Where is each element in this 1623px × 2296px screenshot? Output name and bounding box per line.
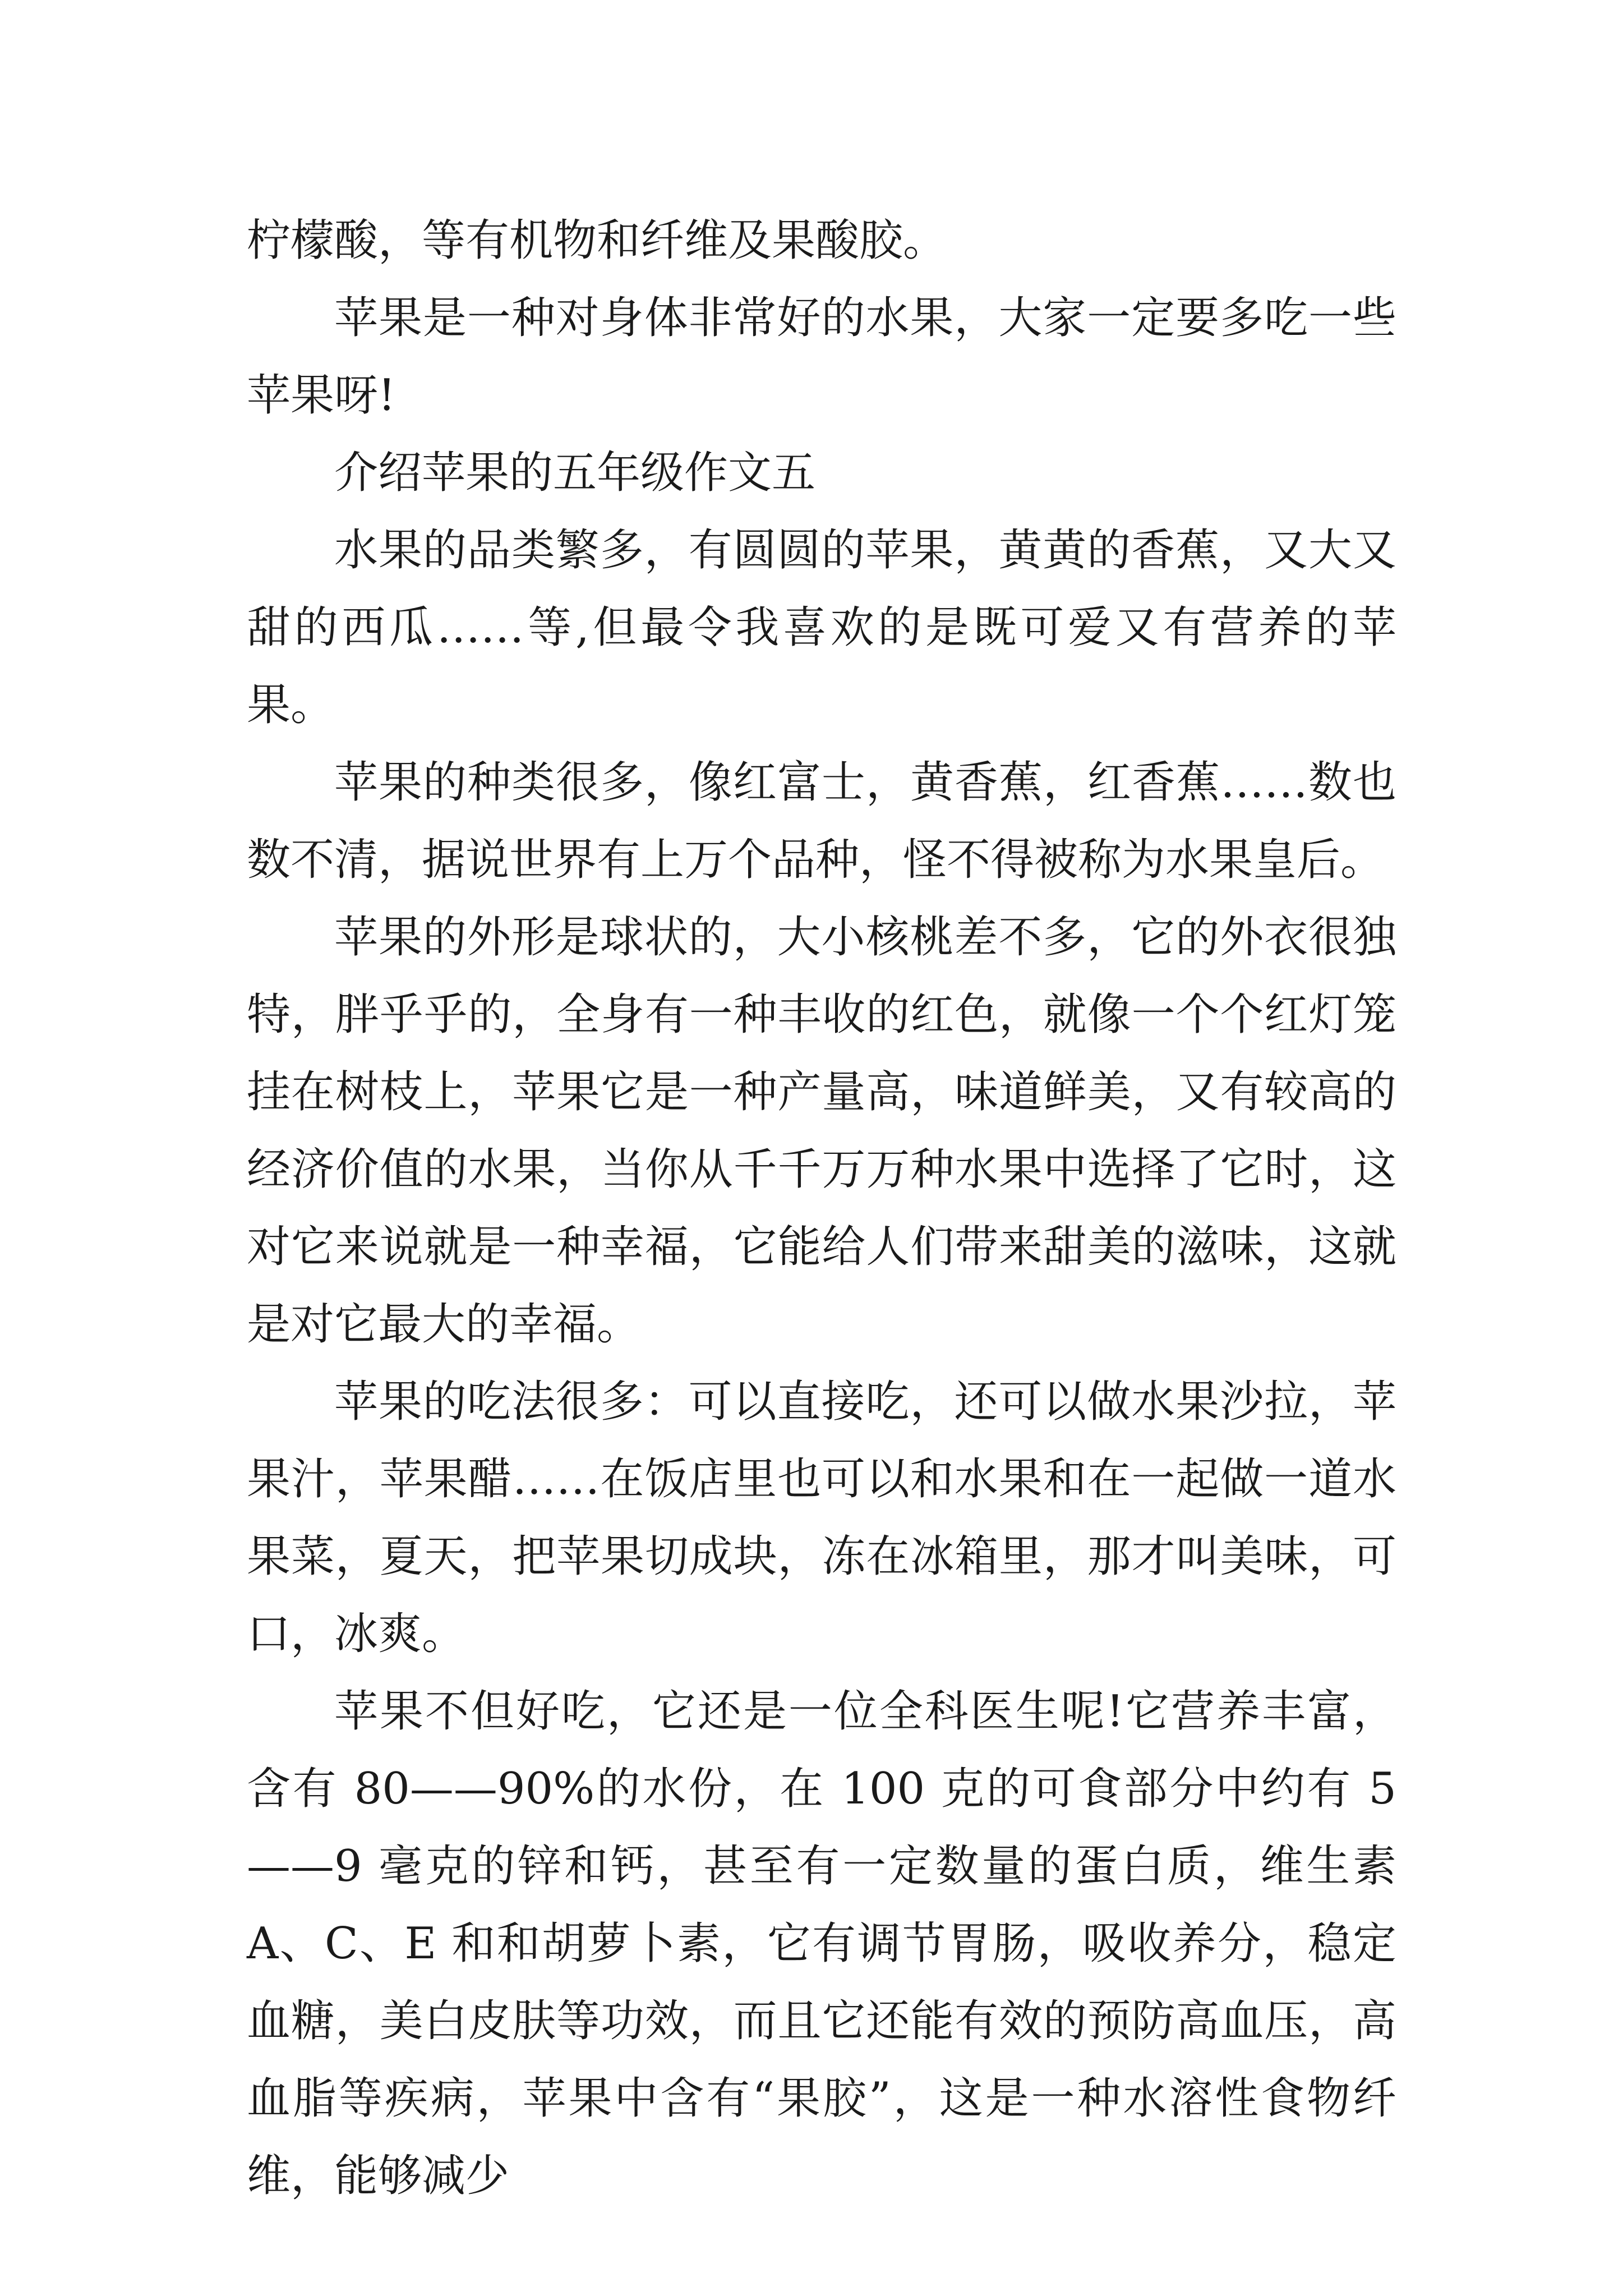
paragraph-5: 苹果的外形是球状的，大小核桃差不多，它的外衣很独特，胖乎乎的，全身有一种丰收的红色，就像一个个红灯笼挂在树枝上，苹果它是一种产量高，味道鲜美，又有较高的经济价值的水果，当你从千千万万种水果中选择了它时，这对它来说就是一种幸福，它能给人们带来甜美的滋味，这就是对它最大的幸福。 [247, 912, 1396, 1350]
paragraph-3: 水果的品类繁多，有圆圆的苹果，黄黄的香蕉，又大又甜的西瓜……等,但最令我喜欢的是既可爱又有营养的苹果。 [247, 525, 1396, 730]
document-body [247, 202, 1396, 2215]
paragraph-2: 苹果是一种对身体非常好的水果，大家一定要多吃一些苹果呀! [247, 293, 1396, 421]
section-heading: 介绍苹果的五年级作文五 [334, 448, 816, 498]
paragraph-7: 苹果不但好吃，它还是一位全科医生呢!它营养丰富，含有 80——90%的水份，在 100 克的可食部分中约有 5——9 毫克的锌和钙，甚至有一定数量的蛋白质，维生素 A、C、E 和和胡萝卜素，它有调节胃肠，吸收养分，稳定血糖，美白皮肤等功效，而且它还能有效的预防高血压，高血脂等疾病，苹果中含有“果胶”，这是一种水溶性食物纤维，能够减少 [247, 1686, 1396, 2201]
paragraph-6: 苹果的吃法很多：可以直接吃，还可以做水果沙拉，苹果汁，苹果醋……在饭店里也可以和水果和在一起做一道水果菜，夏天，把苹果切成块，冻在冰箱里，那才叫美味，可口，冰爽。 [247, 1377, 1396, 1659]
paragraph-1: 柠檬酸，等有机物和纤维及果酸胶。 [247, 215, 947, 266]
paragraph-4: 苹果的种类很多，像红富士，黄香蕉，红香蕉……数也数不清，据说世界有上万个品种，怪不得被称为水果皇后。 [247, 757, 1396, 885]
